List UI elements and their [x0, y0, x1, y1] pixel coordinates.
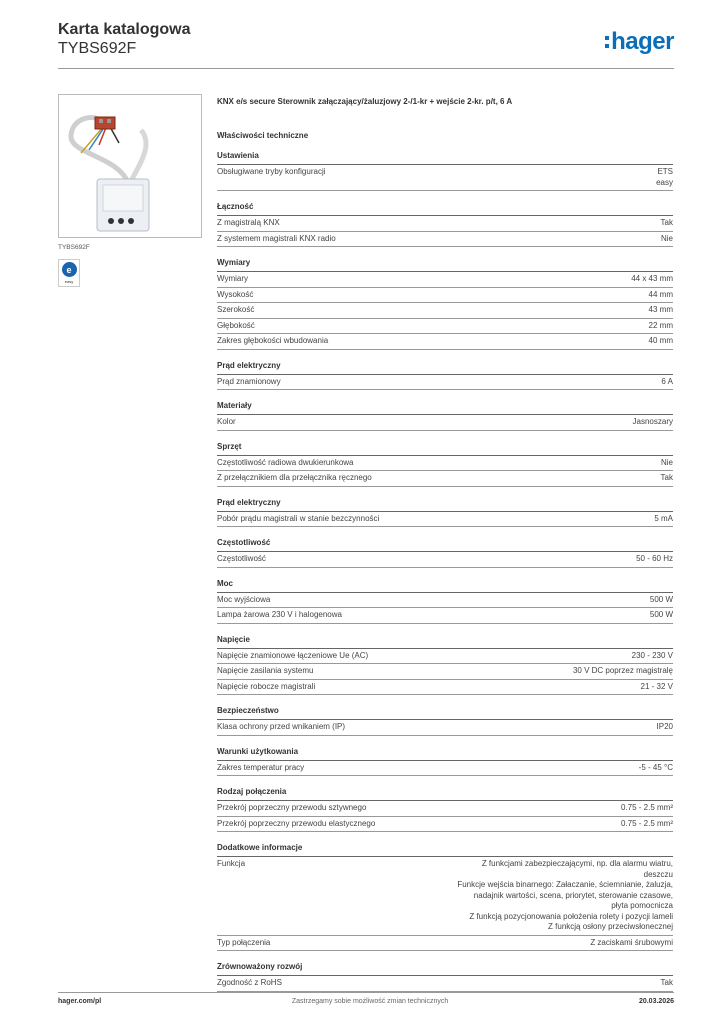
spec-group-title: Wymiary [217, 258, 673, 272]
spec-row [217, 375, 673, 391]
spec-group-title: Materiały [217, 401, 673, 415]
spec-group-title: Rodzaj połączenia [217, 787, 673, 801]
product-device-icon [59, 95, 201, 237]
spec-value: 230 - 230 V [631, 650, 673, 660]
spec-group [217, 635, 673, 696]
spec-group [217, 747, 673, 777]
spec-value: 5 mA [654, 513, 673, 523]
spec-row [217, 415, 673, 431]
spec-value: IP20 [656, 722, 673, 731]
product-sidebar [58, 94, 202, 287]
spec-value: 22 mm [648, 320, 673, 330]
spec-group-title: Napięcie [217, 635, 673, 649]
spec-groups [217, 151, 673, 992]
easy-badge [58, 259, 80, 287]
spec-label: Głębokość [217, 320, 255, 330]
header-divider [58, 68, 674, 69]
spec-group-title: Sprzęt [217, 442, 673, 456]
spec-group-title: Ustawienia [217, 151, 673, 165]
spec-row [217, 288, 673, 304]
page-header [58, 20, 674, 58]
logo-dots-icon [605, 36, 609, 48]
spec-row [217, 976, 673, 992]
spec-row [217, 649, 673, 665]
footer-website-link[interactable]: hager.com/pl [58, 998, 102, 1005]
spec-row [217, 761, 673, 777]
product-title: KNX e/s secure Sterownik załączający/żaluzjowy 2-/1-kr + wejście 2-kr. p/t, 6 A [217, 97, 513, 106]
page-footer [58, 998, 674, 1005]
spec-group [217, 202, 673, 247]
spec-value: Z funkcjami zabezpieczającymi, np. dla alarmu wiatru, deszczu Funkcje wejścia binarnego: Załaczanie, ściemnianie, żaluzja, nadajnik wartości, scena, priorytet, sterowanie czasowe, płyta pomocnicza Z funkcją pozycjonowania położenia rolety i pozycji lameli Z funkcją osłony przeciwsłonecznej [457, 859, 673, 931]
spec-label: Funkcja [217, 859, 246, 868]
spec-label: Zakres temperatur pracy [217, 762, 305, 772]
spec-row [217, 936, 673, 952]
document-type: Karta katalogowa [58, 21, 191, 38]
spec-label: Z magistralą KNX [217, 218, 280, 227]
spec-label: Napięcie robocze magistrali [217, 681, 316, 691]
spec-label: Zakres głębokości wbudowania [217, 336, 329, 345]
spec-label: Przekrój poprzeczny przewodu sztywnego [217, 803, 367, 812]
footer-disclaimer: Zastrzegamy sobie możliwość zmian technicznych [291, 998, 449, 1005]
spec-group-title: Łączność [217, 202, 673, 216]
spec-group [217, 579, 673, 624]
spec-value: 44 x 43 mm [631, 274, 673, 283]
spec-value: Nie [660, 457, 673, 467]
spec-group [217, 962, 673, 992]
spec-value: 50 - 60 Hz [636, 554, 673, 563]
easy-logo-icon: e [62, 262, 77, 277]
product-code: TYBS692F [58, 40, 137, 57]
spec-row [217, 471, 673, 487]
spec-row [217, 319, 673, 335]
spec-group [217, 706, 673, 736]
spec-row [217, 593, 673, 609]
footer-date: 20.03.2026 [638, 998, 674, 1005]
spec-value: 0.75 - 2.5 mm² [620, 803, 673, 812]
spec-group-title: Bezpieczeństwo [217, 706, 673, 720]
spec-label: Kolor [217, 417, 236, 426]
spec-label: Wysokość [217, 289, 254, 299]
spec-group [217, 498, 673, 528]
spec-label: Pobór prądu magistrali w stanie bezczynności [217, 513, 380, 523]
spec-value: ETS easy [656, 167, 673, 187]
footer-divider [58, 992, 674, 993]
spec-value: 500 W [649, 594, 673, 604]
spec-group [217, 538, 673, 568]
spec-row [217, 165, 673, 191]
spec-label: Szerokość [217, 305, 255, 314]
spec-value: Tak [660, 218, 673, 227]
spec-label: Typ połączenia [217, 937, 271, 947]
spec-row [217, 817, 673, 833]
spec-group-title: Moc [217, 579, 673, 593]
spec-row [217, 664, 673, 680]
section-heading: Właściwości techniczne [217, 131, 309, 140]
spec-row [217, 720, 673, 736]
spec-group-title: Dodatkowe informacje [217, 843, 673, 857]
spec-group-title: Zrównoważony rozwój [217, 962, 673, 976]
spec-group-title: Prąd elektryczny [217, 498, 673, 512]
spec-label: Napięcie zasilania systemu [217, 666, 314, 675]
spec-row [217, 303, 673, 319]
spec-row [217, 232, 673, 248]
product-image [58, 94, 202, 238]
spec-label: Częstotliwość [217, 554, 266, 563]
spec-group-title: Warunki użytkowania [217, 747, 673, 761]
spec-value: Tak [660, 978, 673, 987]
spec-value: 40 mm [648, 336, 673, 345]
spec-value: -5 - 45 °C [638, 762, 673, 772]
spec-label: Przekrój poprzeczny przewodu elastycznego [217, 818, 376, 828]
spec-row [217, 608, 673, 624]
spec-row [217, 272, 673, 288]
spec-value: Jasnoszary [632, 417, 673, 426]
spec-value: Nie [660, 233, 673, 243]
spec-value: 44 mm [648, 289, 673, 299]
spec-row [217, 857, 673, 936]
spec-label: Z przełącznikiem dla przełącznika ręcznego [217, 473, 372, 482]
spec-group [217, 401, 673, 431]
spec-label: Napięcie znamionowe łączeniowe Ue (AC) [217, 650, 369, 660]
spec-group [217, 361, 673, 391]
spec-value: Z zaciskami śrubowymi [590, 937, 673, 947]
spec-row [217, 680, 673, 696]
spec-value: 500 W [649, 610, 673, 619]
spec-value: 30 V DC poprzez magistralę [572, 666, 673, 675]
logo-text: hager [611, 28, 674, 55]
spec-label: Wymiary [217, 274, 249, 283]
spec-value: 43 mm [648, 305, 673, 314]
spec-label: Częstotliwość radiowa dwukierunkowa [217, 457, 354, 467]
spec-label: Moc wyjściowa [217, 594, 271, 604]
spec-row [217, 512, 673, 528]
spec-label: Prąd znamionowy [217, 376, 281, 386]
spec-value: 21 - 32 V [640, 681, 673, 691]
spec-row [217, 216, 673, 232]
spec-label: Z systemem magistrali KNX radio [217, 233, 336, 243]
spec-row [217, 456, 673, 472]
spec-row [217, 801, 673, 817]
spec-group [217, 151, 673, 191]
spec-label: Lampa żarowa 230 V i halogenowa [217, 610, 342, 619]
spec-value: 6 A [661, 376, 673, 386]
spec-row [217, 334, 673, 350]
spec-group [217, 258, 673, 350]
hager-logo [605, 28, 674, 56]
spec-label: Klasa ochrony przed wnikaniem (IP) [217, 722, 346, 731]
spec-label: Zgodność z RoHS [217, 978, 282, 987]
spec-value: 0.75 - 2.5 mm² [620, 818, 673, 828]
spec-group [217, 442, 673, 487]
easy-badge-label: easy [64, 279, 74, 284]
specifications [217, 96, 673, 992]
spec-group-title: Prąd elektryczny [217, 361, 673, 375]
spec-label: Obsługiwane tryby konfiguracji [217, 167, 326, 176]
spec-group [217, 843, 673, 951]
spec-group-title: Częstotliwość [217, 538, 673, 552]
spec-row [217, 552, 673, 568]
spec-group [217, 787, 673, 832]
spec-value: Tak [660, 473, 673, 482]
image-caption: TYBS692F [58, 244, 90, 251]
